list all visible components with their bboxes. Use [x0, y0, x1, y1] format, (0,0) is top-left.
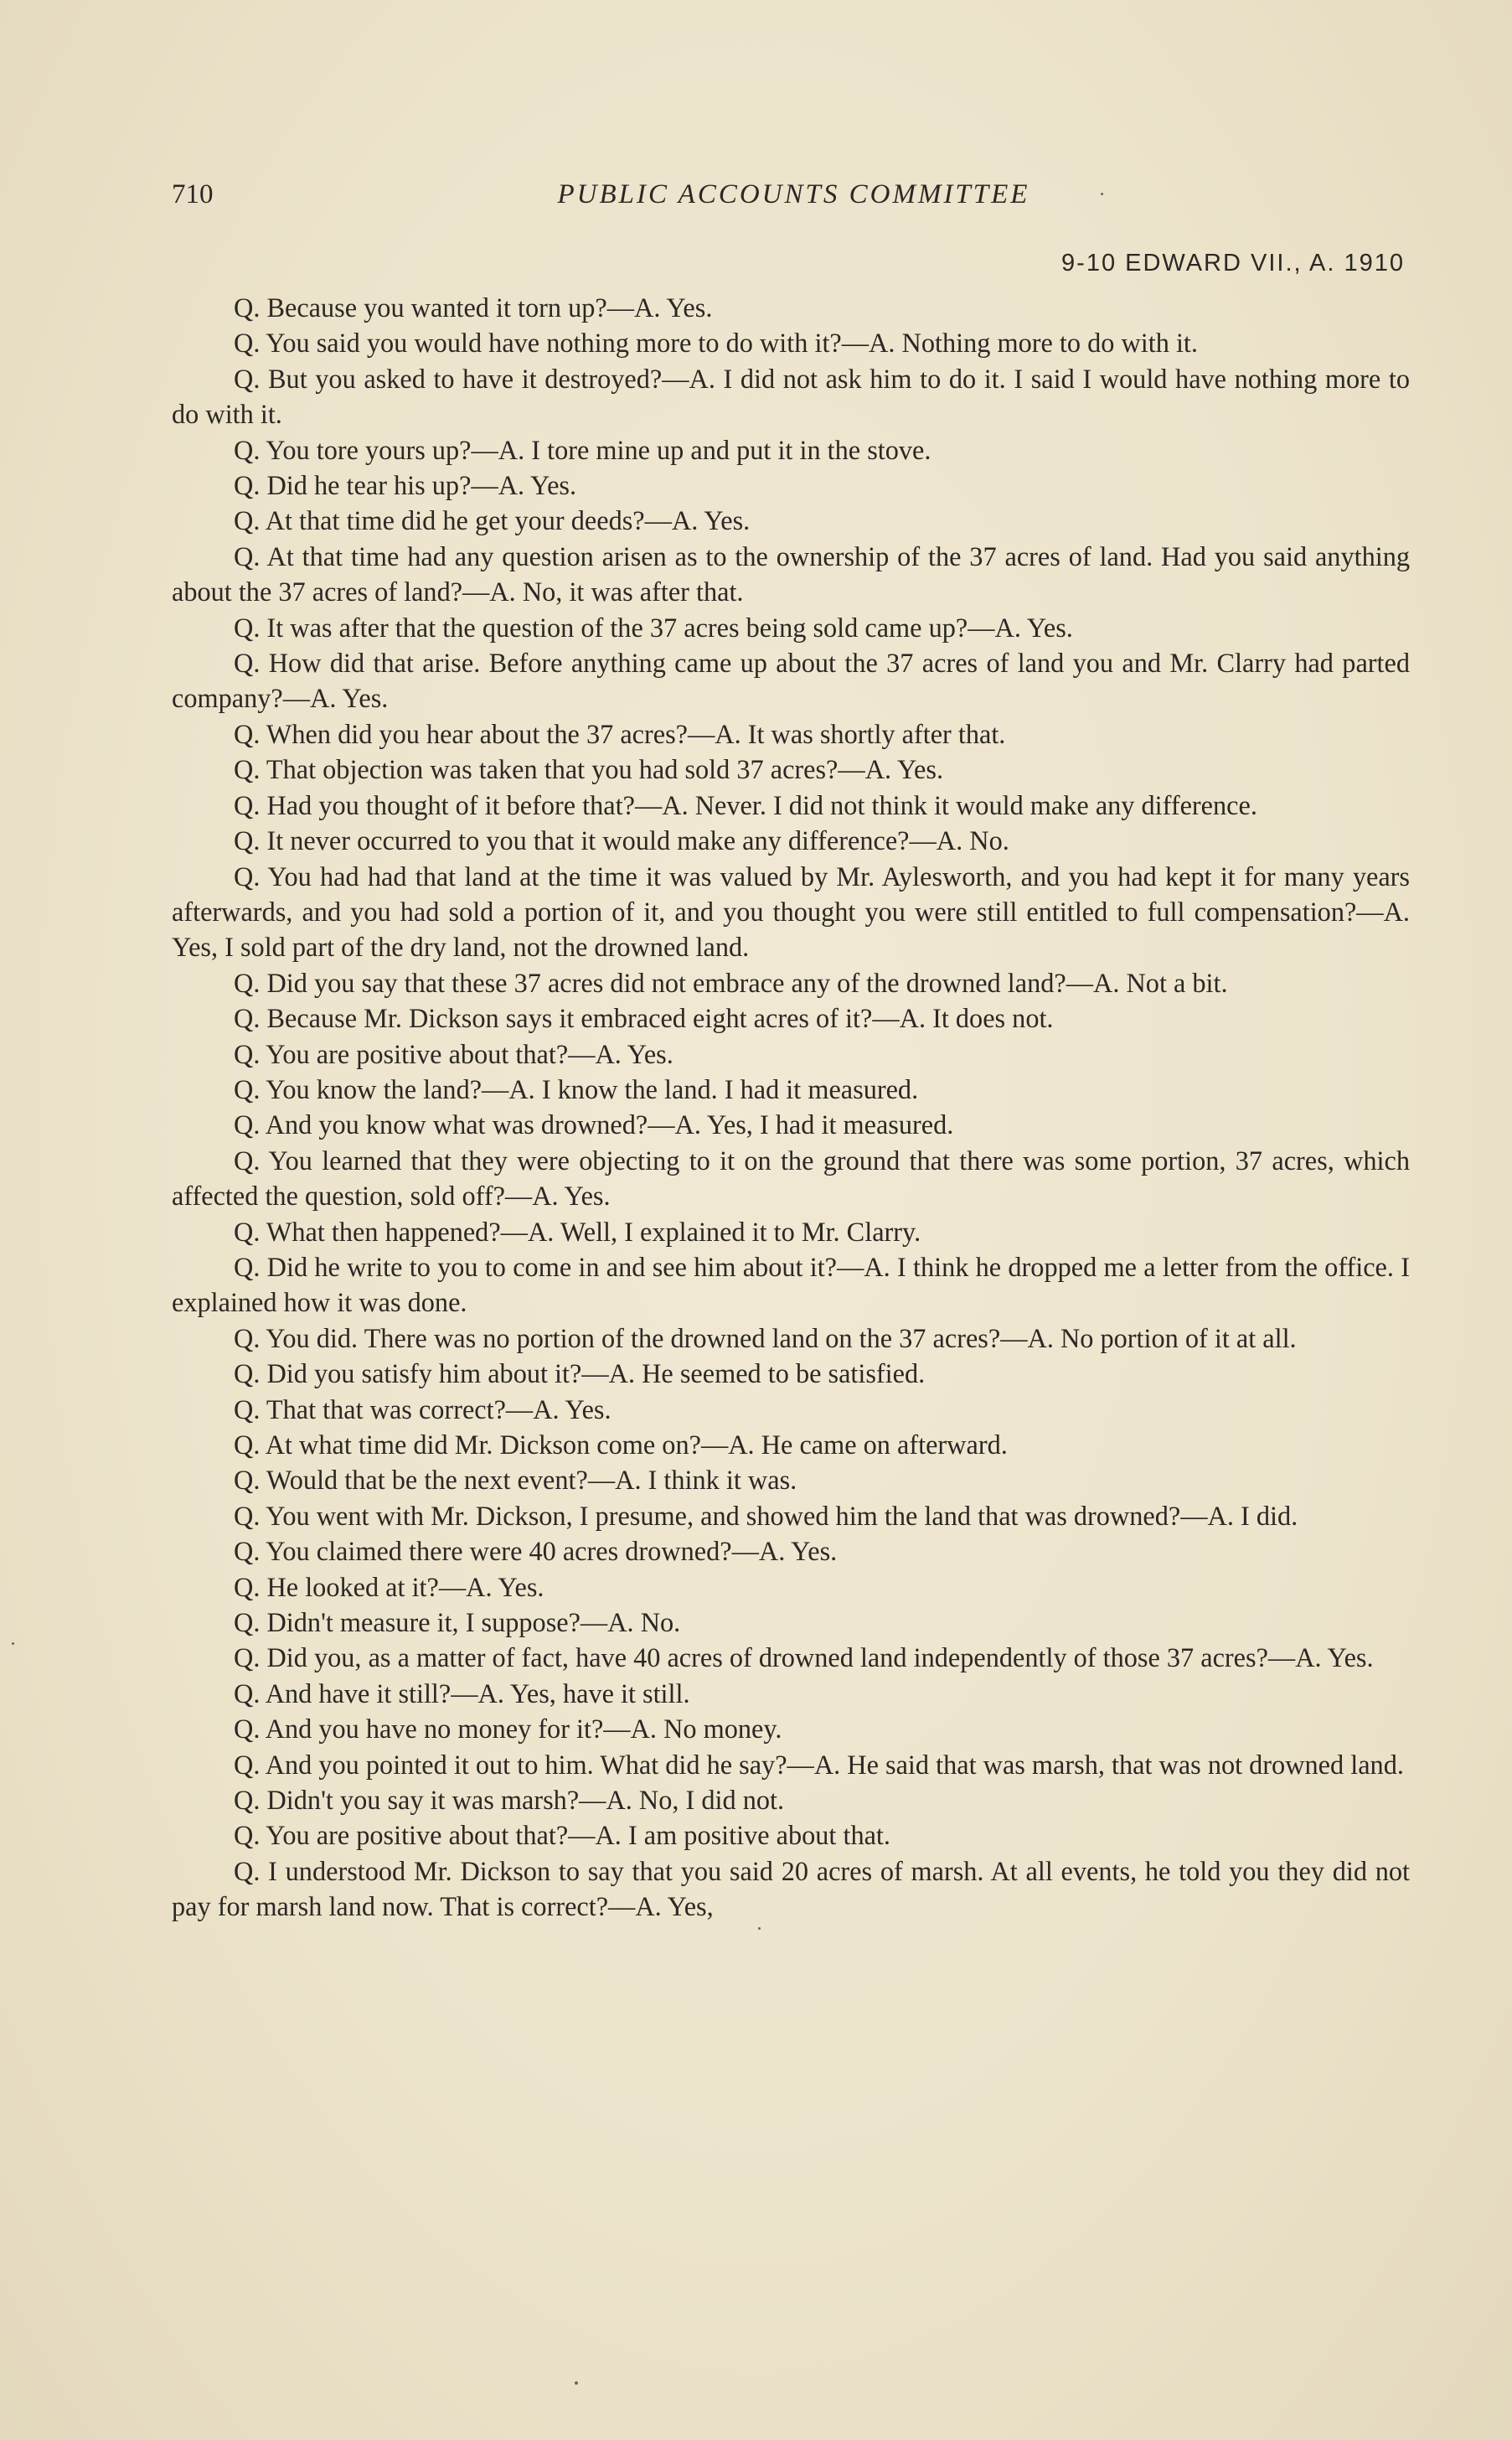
testimony-paragraph: Q. And you pointed it out to him. What did he say?—A. He said that was marsh, that was not drowned land.	[234, 1749, 1404, 1780]
testimony-paragraph: Q. You are positive about that?—A. Yes.	[234, 1038, 673, 1069]
testimony-paragraph: Q. At that time had any question arisen as to the ownership of the 37 acres of land. Had you said anything about the 37 acres of land?—A. No, it was after that.	[172, 540, 1410, 607]
testimony-paragraph: Q. You claimed there were 40 acres drowned?—A. Yes.	[234, 1536, 838, 1567]
testimony-paragraph: Q. You did. There was no portion of the drowned land on the 37 acres?—A. No portion of it at all.	[234, 1322, 1297, 1353]
testimony-paragraph: Q. And you know what was drowned?—A. Yes, I had it measured.	[234, 1109, 954, 1140]
testimony-paragraph: Q. You learned that they were objecting to it on the ground that there was some portion, 37 acres, which affected the question, sold off?—A. Yes.	[172, 1145, 1410, 1212]
testimony-paragraph: Q. When did you hear about the 37 acres?—A. It was shortly after that.	[234, 718, 1006, 749]
testimony-paragraph: Q. Did he write to you to come in and see him about it?—A. I think he dropped me a letter from the office. I explained how it was done.	[172, 1251, 1410, 1318]
testimony-paragraph: Q. Because you wanted it torn up?—A. Yes.	[234, 292, 713, 323]
testimony-paragraph: Q. I understood Mr. Dickson to say that you said 20 acres of marsh. At all events, he told you they did not pay for marsh land now. That is correct?—A. Yes,	[172, 1855, 1410, 1922]
testimony-paragraph: Q. And you have no money for it?—A. No money.	[234, 1714, 782, 1745]
journal-title: PUBLIC ACCOUNTS COMMITTEE	[557, 179, 1030, 209]
testimony-paragraph: Q. Did he tear his up?—A. Yes.	[234, 470, 577, 501]
testimony-paragraph: Q. What then happened?—A. Well, I explained it to Mr. Clarry.	[234, 1216, 921, 1247]
testimony-paragraph: Q. That objection was taken that you had sold 37 acres?—A. Yes.	[234, 754, 944, 785]
testimony-paragraph: Q. At that time did he get your deeds?—A. Yes.	[234, 505, 751, 536]
testimony-paragraph: Q. At what time did Mr. Dickson come on?—A. He came on afterward.	[234, 1429, 1008, 1460]
testimony-paragraph: Q. How did that arise. Before anything came up about the 37 acres of land you and Mr. Clarry had parted company?—A. Yes.	[172, 648, 1410, 714]
testimony-paragraph: Q. You know the land?—A. I know the land. I had it measured.	[234, 1073, 919, 1104]
testimony-paragraph: Q. Did you, as a matter of fact, have 40 acres of drowned land independently of those 37 acres?—A. Yes.	[234, 1642, 1374, 1673]
testimony-paragraph: Q. Didn't measure it, I suppose?—A. No.	[234, 1607, 681, 1638]
page-number: 710	[172, 179, 214, 209]
testimony-paragraph: Q. That that was correct?—A. Yes.	[234, 1393, 612, 1424]
testimony-paragraph: Q. You tore yours up?—A. I tore mine up and put it in the stove.	[234, 434, 931, 465]
testimony-paragraph: Q. He looked at it?—A. Yes.	[234, 1571, 544, 1602]
testimony-paragraph: Q. It was after that the question of the 37 acres being sold came up?—A. Yes.	[234, 612, 1073, 643]
testimony-paragraph: Q. But you asked to have it destroyed?—A. I did not ask him to do it. I said I would have nothing more to do with it.	[172, 363, 1410, 430]
testimony-text	[172, 290, 1410, 1925]
testimony-paragraph: Q. And have it still?—A. Yes, have it still.	[234, 1678, 690, 1709]
testimony-paragraph: Q. It never occurred to you that it would make any difference?—A. No.	[234, 825, 1009, 856]
testimony-paragraph: Q. You went with Mr. Dickson, I presume, and showed him the land that was drowned?—A. I did.	[234, 1500, 1298, 1531]
paper-speck	[758, 1927, 761, 1930]
testimony-paragraph: Q. Had you thought of it before that?—A. Never. I did not think it would make any difference.	[234, 789, 1257, 820]
paper-speck	[1101, 193, 1103, 195]
testimony-paragraph: Q. Did you say that these 37 acres did not embrace any of the drowned land?—A. Not a bit.	[234, 967, 1228, 998]
testimony-paragraph: Q. Would that be the next event?—A. I think it was.	[234, 1465, 797, 1496]
testimony-paragraph: Q. You are positive about that?—A. I am positive about that.	[234, 1820, 890, 1851]
testimony-paragraph: Q. Did you satisfy him about it?—A. He seemed to be satisfied.	[234, 1358, 926, 1389]
testimony-paragraph: Q. Didn't you say it was marsh?—A. No, I did not.	[234, 1785, 785, 1816]
running-head	[172, 179, 1416, 213]
testimony-paragraph: Q. You said you would have nothing more to do with it?—A. Nothing more to do with it.	[234, 328, 1198, 359]
paper-speck	[575, 2381, 578, 2385]
edition-line: 9-10 EDWARD VII., A. 1910	[1061, 250, 1405, 277]
testimony-paragraph: Q. Because Mr. Dickson says it embraced eight acres of it?—A. It does not.	[234, 1003, 1054, 1034]
testimony-paragraph: Q. You had had that land at the time it was valued by Mr. Aylesworth, and you had kept it for many years afterwards, and you had sold a portion of it, and you thought you were still entitled to full compensation?—A. Yes, I sold part of the dry land, not the drowned land.	[172, 861, 1410, 963]
paper-speck	[12, 1642, 14, 1645]
